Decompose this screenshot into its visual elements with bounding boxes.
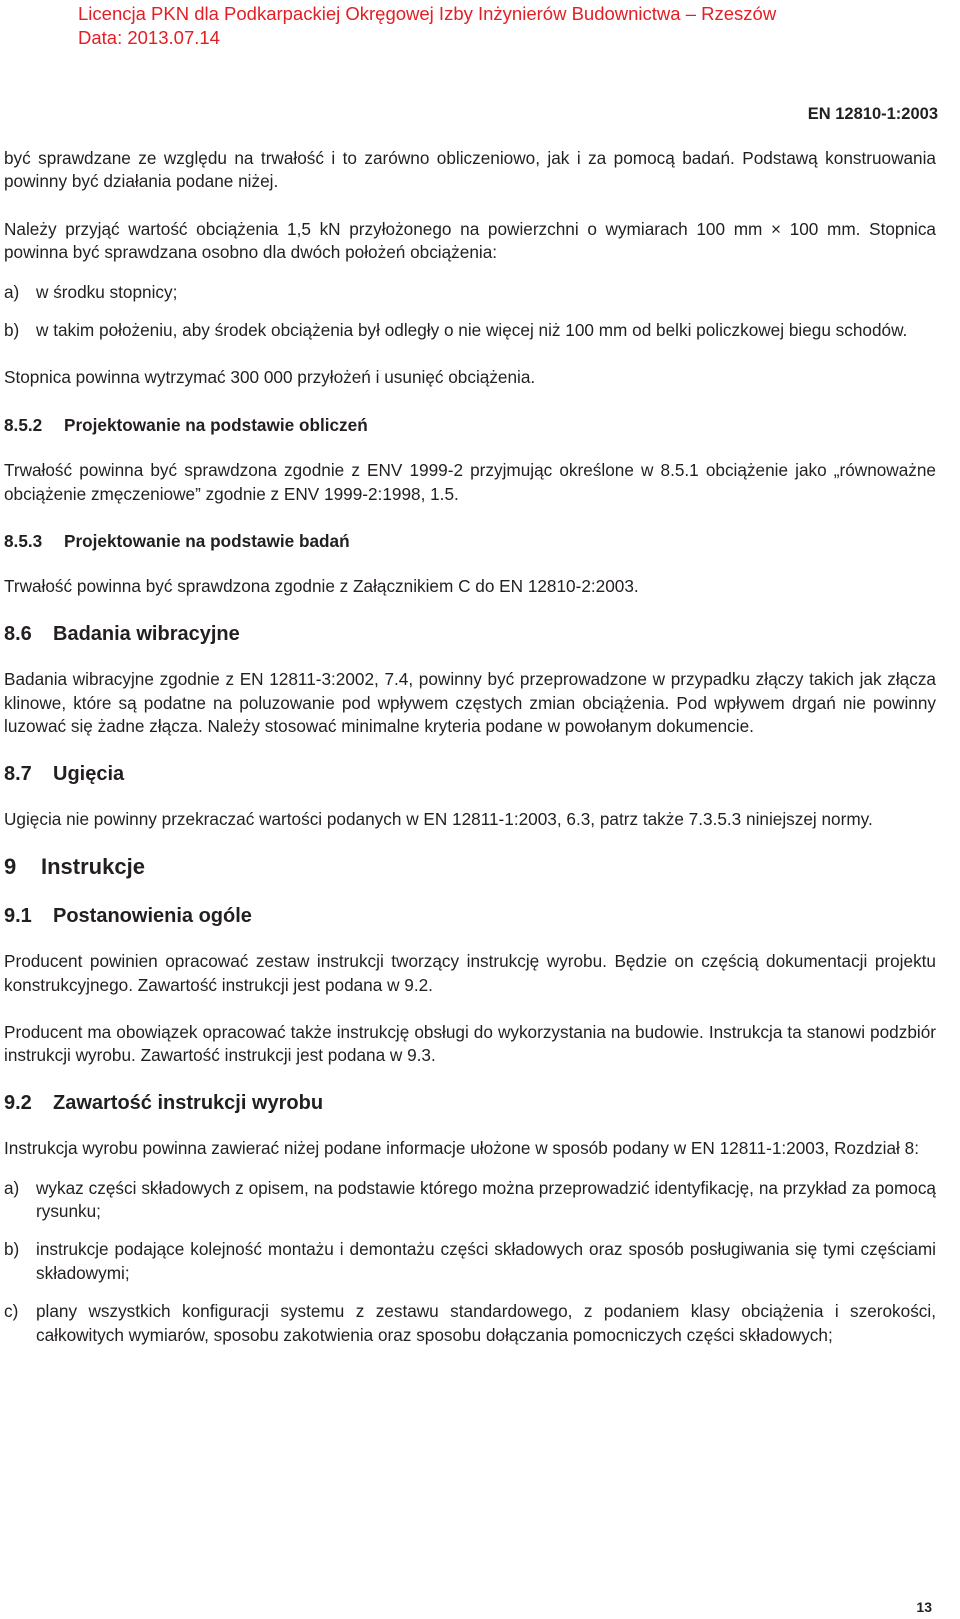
license-date: Data: 2013.07.14	[78, 27, 220, 48]
chapter-heading	[4, 855, 936, 878]
list-marker: b)	[4, 1239, 20, 1260]
paragraph: Producent ma obowiązek opracować także instrukcję obsługi do wykorzystania na budowie. Instrukcja ta stanowi podzbiór instrukcji wyrobu. Zawartość instrukcji jest podana w 9.3.	[4, 1021, 936, 1066]
list-marker: a)	[4, 1177, 20, 1198]
list-item	[4, 1177, 936, 1224]
paragraph: Badania wibracyjne zgodnie z EN 12811-3:2002, 7.4, powinny być przeprowadzone w przypadku złączy takich jak złącza klinowe, które są podatne na poluzowanie pod wpływem częstych zmian obciążenia. Pod wpływem drgań nie powinny luzować się żadne złącza. Należy stosować minimalne kryteria podane w powołanym dokumencie.	[4, 669, 936, 737]
chapter-title: Instrukcje	[41, 854, 145, 880]
page-number: 13	[916, 1599, 932, 1615]
section-title: Ugięcia	[53, 762, 125, 785]
license-line: Licencja PKN dla Podkarpackiej Okręgowej Izby Inżynierów Budownictwa – Rzeszów	[78, 3, 777, 24]
section-title: Zawartość instrukcji wyrobu	[53, 1091, 324, 1114]
paragraph: Trwałość powinna być sprawdzona zgodnie z ENV 1999-2 przyjmując określone w 8.5.1 obciążenie jako „równoważne obciążenie zmęczeniowe” zgodnie z ENV 1999-2:1998, 1.5.	[4, 460, 936, 504]
section-heading	[4, 530, 936, 553]
paragraph: Stopnica powinna wytrzymać 300 000 przyłożeń i usunięć obciążenia.	[4, 367, 536, 388]
list-item	[4, 281, 936, 304]
list-text: w takim położeniu, aby środek obciążenia był odległy o nie więcej niż 100 mm od belki policzkowej biegu schodów.	[36, 320, 908, 341]
section-number: 8.5.2	[4, 414, 43, 435]
section-number: 8.7	[4, 762, 32, 785]
section-title: Projektowanie na podstawie badań	[64, 531, 350, 552]
list-text: wykaz części składowych z opisem, na podstawie którego można przeprowadzić identyfikację, na przykład za pomocą rysunku;	[36, 1177, 936, 1221]
standard-identifier: EN 12810-1:2003	[807, 105, 938, 123]
chapter-number: 9	[4, 854, 17, 880]
paragraph: być sprawdzane ze względu na trwałość i to zarówno obliczeniowo, jak i za pomocą badań. Podstawą konstruowania powinny być działania podane niżej.	[4, 148, 936, 192]
section-heading	[4, 623, 936, 646]
list-marker: c)	[4, 1301, 19, 1322]
section-heading	[4, 905, 936, 928]
section-title: Badania wibracyjne	[53, 622, 240, 645]
paragraph: Należy przyjąć wartość obciążenia 1,5 kN przyłożonego na powierzchni o wymiarach 100 mm × 100 mm. Stopnica powinna być sprawdzana osobno dla dwóch położeń obciążenia:	[4, 218, 936, 263]
list-marker: a)	[4, 281, 20, 302]
section-title: Projektowanie na podstawie obliczeń	[64, 414, 368, 435]
section-number: 8.6	[4, 622, 32, 645]
list-text: plany wszystkich konfiguracji systemu z zestawu standardowego, z podaniem klasy obciążenia i szerokości, całkowitych wymiarów, sposobu zakotwienia oraz sposobu dołączania pomocniczych części składowych;	[36, 1301, 936, 1345]
list-text: w środku stopnicy;	[36, 281, 178, 302]
paragraph: Producent powinien opracować zestaw instrukcji tworzący instrukcję wyrobu. Będzie on częścią dokumentacji projektu konstrukcyjnego. Zawartość instrukcji jest podana w 9.2.	[4, 951, 936, 995]
paragraph: Trwałość powinna być sprawdzona zgodnie z Załącznikiem C do EN 12810-2:2003.	[4, 576, 639, 597]
paragraph: Ugięcia nie powinny przekraczać wartości podanych w EN 12811-1:2003, 6.3, patrz także 7.3.5.3 niniejszej normy.	[4, 808, 873, 829]
list-item	[4, 1238, 936, 1285]
list-item	[4, 319, 936, 342]
section-number: 9.1	[4, 904, 32, 927]
section-number: 9.2	[4, 1091, 32, 1114]
license-watermark	[78, 2, 776, 50]
document-body	[4, 147, 936, 1362]
section-heading	[4, 1092, 936, 1115]
list-marker: b)	[4, 320, 20, 341]
paragraph: Instrukcja wyrobu powinna zawierać niżej podane informacje ułożone w sposób podany w EN 12811-1:2003, Rozdział 8:	[4, 1138, 919, 1159]
section-number: 8.5.3	[4, 531, 43, 552]
section-title: Postanowienia ogóle	[53, 904, 252, 927]
list-text: instrukcje podające kolejność montażu i demontażu części składowych oraz sposób posługiwania się tymi częściami składowymi;	[36, 1239, 936, 1283]
list-item	[4, 1300, 936, 1347]
section-heading	[4, 763, 936, 786]
section-heading	[4, 414, 936, 437]
